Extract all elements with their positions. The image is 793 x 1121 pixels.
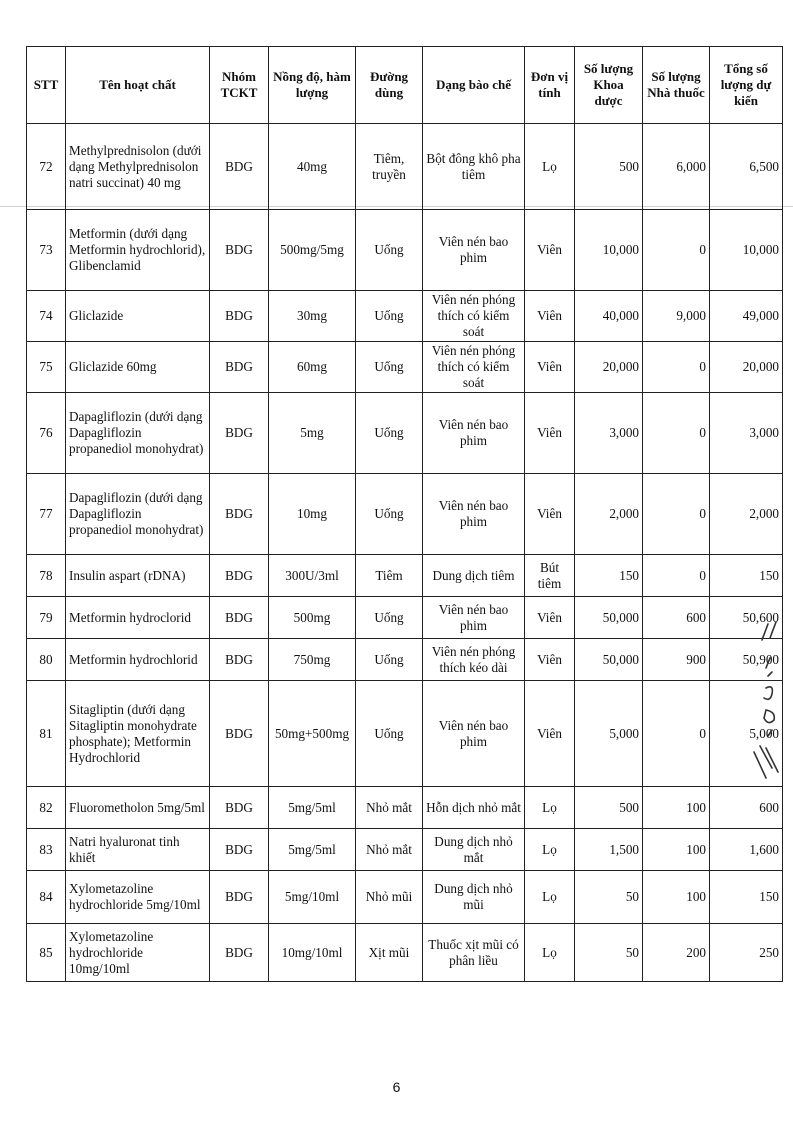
cell-route: Uống (356, 342, 423, 393)
header-form: Dạng bào chế (423, 47, 525, 124)
header-qty-pharmacy: Số lượng Nhà thuốc (643, 47, 710, 124)
cell-stt: 73 (27, 210, 66, 291)
cell-name: Insulin aspart (rDNA) (66, 555, 210, 597)
cell-qty-pharmacy: 9,000 (643, 291, 710, 342)
cell-unit: Lọ (525, 871, 575, 924)
cell-unit: Lọ (525, 924, 575, 982)
cell-stt: 77 (27, 474, 66, 555)
cell-form: Dung dịch nhỏ mũi (423, 871, 525, 924)
cell-name: Dapagliflozin (dưới dạng Dapagliflozin propanediol monohydrat) (66, 474, 210, 555)
cell-group: BDG (210, 787, 269, 829)
cell-name: Metformin hydrochlorid (66, 639, 210, 681)
cell-qty-dept: 20,000 (575, 342, 643, 393)
cell-stt: 82 (27, 787, 66, 829)
cell-qty-dept: 40,000 (575, 291, 643, 342)
cell-unit: Viên (525, 474, 575, 555)
cell-qty-pharmacy: 0 (643, 342, 710, 393)
cell-group: BDG (210, 597, 269, 639)
cell-form: Viên nén bao phim (423, 210, 525, 291)
cell-stt: 78 (27, 555, 66, 597)
cell-strength: 5mg/5ml (269, 787, 356, 829)
cell-unit: Viên (525, 210, 575, 291)
cell-stt: 76 (27, 393, 66, 474)
cell-form: Viên nén phóng thích có kiểm soát (423, 291, 525, 342)
cell-route: Uống (356, 210, 423, 291)
cell-strength: 60mg (269, 342, 356, 393)
header-name: Tên hoạt chất (66, 47, 210, 124)
cell-total: 5,000 (710, 681, 783, 787)
cell-strength: 30mg (269, 291, 356, 342)
cell-strength: 300U/3ml (269, 555, 356, 597)
cell-qty-dept: 50,000 (575, 639, 643, 681)
cell-qty-dept: 50,000 (575, 597, 643, 639)
cell-stt: 75 (27, 342, 66, 393)
table-header-row (27, 47, 783, 124)
cell-qty-pharmacy: 200 (643, 924, 710, 982)
cell-unit: Lọ (525, 829, 575, 871)
cell-form: Viên nén bao phim (423, 597, 525, 639)
cell-total: 150 (710, 555, 783, 597)
cell-group: BDG (210, 555, 269, 597)
cell-name: Sitagliptin (dưới dạng Sitagliptin monohydrate phosphate); Metformin Hydrochlorid (66, 681, 210, 787)
cell-route: Uống (356, 597, 423, 639)
cell-form: Bột đông khô pha tiêm (423, 124, 525, 210)
cell-qty-pharmacy: 0 (643, 393, 710, 474)
cell-total: 6,500 (710, 124, 783, 210)
cell-strength: 40mg (269, 124, 356, 210)
cell-form: Viên nén bao phim (423, 681, 525, 787)
cell-name: Dapagliflozin (dưới dạng Dapagliflozin propanediol monohydrat) (66, 393, 210, 474)
header-qty-dept: Số lượng Khoa dược (575, 47, 643, 124)
cell-unit: Viên (525, 597, 575, 639)
table-row (27, 124, 783, 210)
cell-group: BDG (210, 639, 269, 681)
cell-qty-dept: 500 (575, 787, 643, 829)
table-row (27, 291, 783, 342)
cell-stt: 74 (27, 291, 66, 342)
cell-qty-pharmacy: 6,000 (643, 124, 710, 210)
header-stt: STT (27, 47, 66, 124)
cell-qty-dept: 2,000 (575, 474, 643, 555)
table-row (27, 924, 783, 982)
cell-group: BDG (210, 924, 269, 982)
cell-qty-dept: 3,000 (575, 393, 643, 474)
cell-total: 150 (710, 871, 783, 924)
cell-unit: Viên (525, 291, 575, 342)
cell-route: Uống (356, 291, 423, 342)
cell-qty-pharmacy: 100 (643, 871, 710, 924)
cell-route: Nhỏ mắt (356, 829, 423, 871)
cell-form: Viên nén phóng thích kéo dài (423, 639, 525, 681)
cell-name: Methylprednisolon (dưới dạng Methylprednisolon natri succinat) 40 mg (66, 124, 210, 210)
cell-qty-pharmacy: 600 (643, 597, 710, 639)
cell-group: BDG (210, 291, 269, 342)
cell-qty-dept: 5,000 (575, 681, 643, 787)
cell-strength: 10mg/10ml (269, 924, 356, 982)
cell-route: Uống (356, 393, 423, 474)
cell-route: Nhỏ mũi (356, 871, 423, 924)
cell-stt: 84 (27, 871, 66, 924)
cell-qty-pharmacy: 100 (643, 829, 710, 871)
handwritten-margin-mark (748, 618, 788, 786)
cell-unit: Bút tiêm (525, 555, 575, 597)
cell-qty-dept: 500 (575, 124, 643, 210)
cell-qty-dept: 50 (575, 924, 643, 982)
cell-total: 1,600 (710, 829, 783, 871)
cell-qty-pharmacy: 0 (643, 681, 710, 787)
cell-name: Fluorometholon 5mg/5ml (66, 787, 210, 829)
cell-form: Dung dịch tiêm (423, 555, 525, 597)
cell-stt: 83 (27, 829, 66, 871)
cell-unit: Viên (525, 639, 575, 681)
header-strength: Nồng độ, hàm lượng (269, 47, 356, 124)
header-unit: Đơn vị tính (525, 47, 575, 124)
header-route: Đường dùng (356, 47, 423, 124)
cell-name: Gliclazide 60mg (66, 342, 210, 393)
cell-stt: 81 (27, 681, 66, 787)
cell-total: 50,600 (710, 597, 783, 639)
cell-unit: Lọ (525, 787, 575, 829)
cell-total: 3,000 (710, 393, 783, 474)
header-total: Tổng số lượng dự kiến (710, 47, 783, 124)
cell-name: Metformin (dưới dạng Metformin hydrochlorid), Glibenclamid (66, 210, 210, 291)
cell-name: Natri hyaluronat tinh khiết (66, 829, 210, 871)
cell-strength: 500mg (269, 597, 356, 639)
cell-group: BDG (210, 474, 269, 555)
cell-qty-dept: 1,500 (575, 829, 643, 871)
cell-route: Uống (356, 681, 423, 787)
table-row (27, 210, 783, 291)
cell-strength: 5mg (269, 393, 356, 474)
cell-qty-dept: 10,000 (575, 210, 643, 291)
page-number: 6 (392, 1079, 401, 1095)
cell-form: Viên nén bao phim (423, 393, 525, 474)
cell-strength: 5mg/10ml (269, 871, 356, 924)
cell-qty-pharmacy: 0 (643, 474, 710, 555)
cell-strength: 500mg/5mg (269, 210, 356, 291)
cell-total: 250 (710, 924, 783, 982)
cell-route: Tiêm, truyền (356, 124, 423, 210)
table-row (27, 871, 783, 924)
table-row (27, 639, 783, 681)
header-group: Nhóm TCKT (210, 47, 269, 124)
cell-unit: Viên (525, 681, 575, 787)
table-row (27, 474, 783, 555)
cell-name: Metformin hydroclorid (66, 597, 210, 639)
cell-total: 49,000 (710, 291, 783, 342)
cell-unit: Viên (525, 342, 575, 393)
cell-unit: Viên (525, 393, 575, 474)
table-row (27, 393, 783, 474)
cell-group: BDG (210, 871, 269, 924)
cell-form: Dung dịch nhỏ mắt (423, 829, 525, 871)
cell-route: Tiêm (356, 555, 423, 597)
cell-total: 20,000 (710, 342, 783, 393)
drug-table (26, 46, 783, 982)
cell-stt: 85 (27, 924, 66, 982)
cell-stt: 80 (27, 639, 66, 681)
cell-name: Xylometazoline hydrochloride 5mg/10ml (66, 871, 210, 924)
table-row (27, 787, 783, 829)
cell-qty-pharmacy: 100 (643, 787, 710, 829)
cell-strength: 50mg+500mg (269, 681, 356, 787)
cell-route: Nhỏ mắt (356, 787, 423, 829)
cell-group: BDG (210, 342, 269, 393)
table-row (27, 555, 783, 597)
cell-total: 50,900 (710, 639, 783, 681)
cell-name: Xylometazoline hydrochloride 10mg/10ml (66, 924, 210, 982)
cell-qty-pharmacy: 900 (643, 639, 710, 681)
cell-qty-pharmacy: 0 (643, 555, 710, 597)
cell-route: Uống (356, 474, 423, 555)
cell-total: 2,000 (710, 474, 783, 555)
cell-form: Viên nén phóng thích có kiểm soát (423, 342, 525, 393)
cell-form: Hỗn dịch nhỏ mắt (423, 787, 525, 829)
cell-group: BDG (210, 124, 269, 210)
cell-unit: Lọ (525, 124, 575, 210)
cell-group: BDG (210, 681, 269, 787)
cell-strength: 10mg (269, 474, 356, 555)
cell-total: 600 (710, 787, 783, 829)
cell-total: 10,000 (710, 210, 783, 291)
table-row (27, 342, 783, 393)
cell-stt: 72 (27, 124, 66, 210)
cell-group: BDG (210, 393, 269, 474)
table-row (27, 597, 783, 639)
cell-group: BDG (210, 829, 269, 871)
cell-strength: 750mg (269, 639, 356, 681)
cell-stt: 79 (27, 597, 66, 639)
cell-route: Xịt mũi (356, 924, 423, 982)
cell-strength: 5mg/5ml (269, 829, 356, 871)
cell-form: Thuốc xịt mũi có phân liều (423, 924, 525, 982)
table-row (27, 681, 783, 787)
cell-form: Viên nén bao phim (423, 474, 525, 555)
cell-group: BDG (210, 210, 269, 291)
cell-qty-dept: 150 (575, 555, 643, 597)
cell-name: Gliclazide (66, 291, 210, 342)
table-row (27, 829, 783, 871)
cell-route: Uống (356, 639, 423, 681)
cell-qty-dept: 50 (575, 871, 643, 924)
cell-qty-pharmacy: 0 (643, 210, 710, 291)
